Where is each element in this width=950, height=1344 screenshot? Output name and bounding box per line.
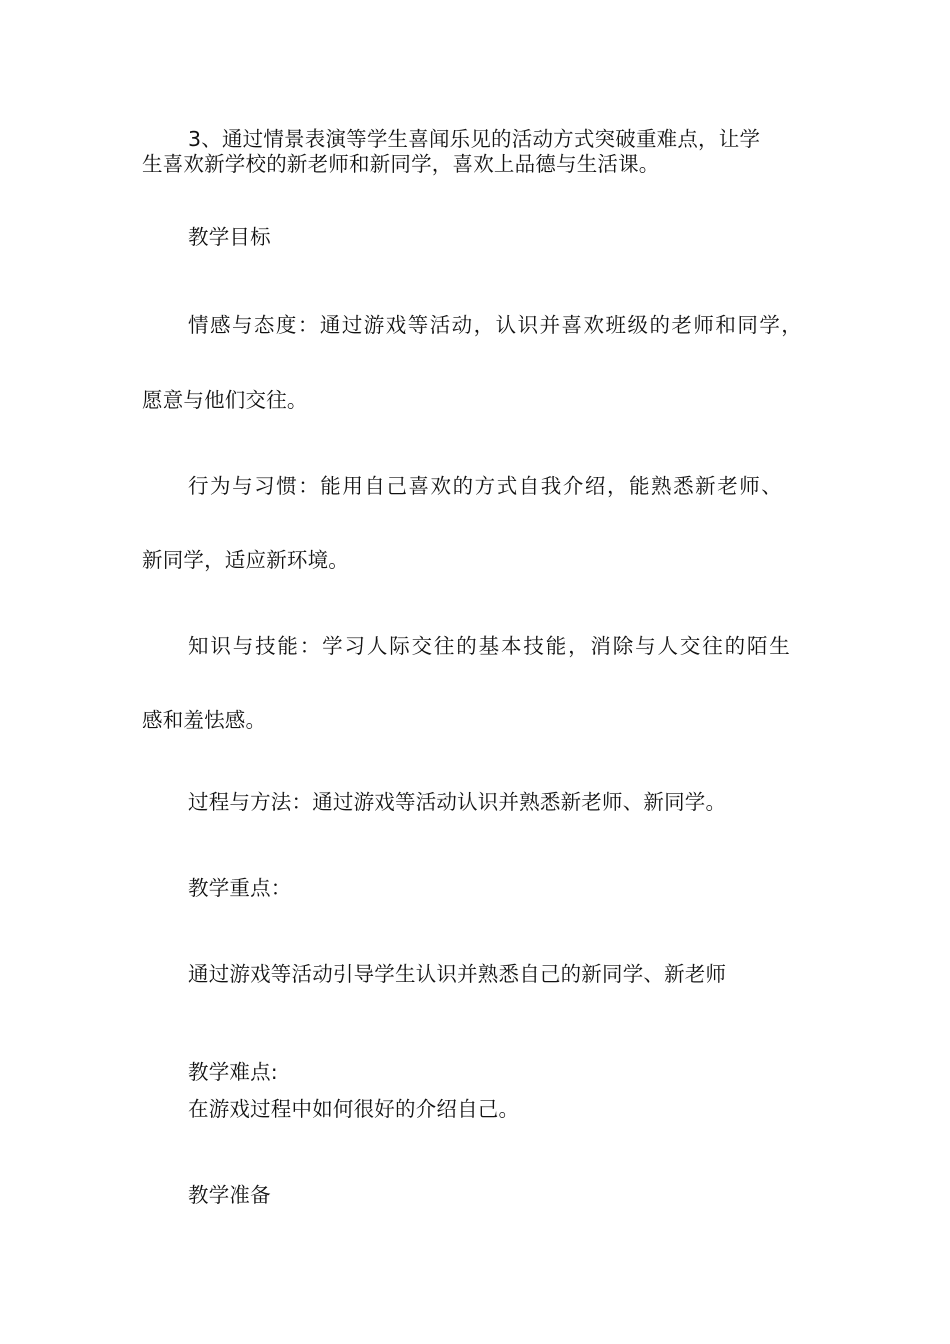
heading-teaching-difficulty: 教学难点: <box>188 1060 278 1084</box>
heading-teaching-focus: 教学重点： <box>188 876 292 900</box>
paragraph-line-1: 3、通过情景表演等学生喜闻乐见的活动方式突破重难点，让学 <box>188 127 761 151</box>
heading-teaching-goals: 教学目标 <box>188 225 271 249</box>
teaching-difficulty-text: 在游戏过程中如何很好的介绍自己。 <box>188 1097 520 1121</box>
goal-behavior-line-1: 行为与习惯：能用自己喜欢的方式自我介绍，能熟悉新老师、 <box>188 474 782 498</box>
goal-behavior-line-2: 新同学，适应新环境。 <box>142 548 349 572</box>
goal-emotion-line-2: 愿意与他们交往。 <box>142 388 308 412</box>
teaching-focus-text: 通过游戏等活动引导学生认识并熟悉自己的新同学、新老师 <box>188 962 727 986</box>
heading-teaching-preparation: 教学准备 <box>188 1183 271 1207</box>
goal-emotion-line-1: 情感与态度：通过游戏等活动，认识并喜欢班级的老师和同学， <box>188 313 802 337</box>
paragraph-line-2: 生喜欢新学校的新老师和新同学，喜欢上品德与生活课。 <box>142 152 660 176</box>
goal-process-line: 过程与方法：通过游戏等活动认识并熟悉新老师、新同学。 <box>188 790 727 814</box>
goal-knowledge-line-1: 知识与技能：学习人际交往的基本技能，消除与人交往的陌生 <box>188 634 790 658</box>
goal-knowledge-line-2: 感和羞怯感。 <box>142 708 267 732</box>
